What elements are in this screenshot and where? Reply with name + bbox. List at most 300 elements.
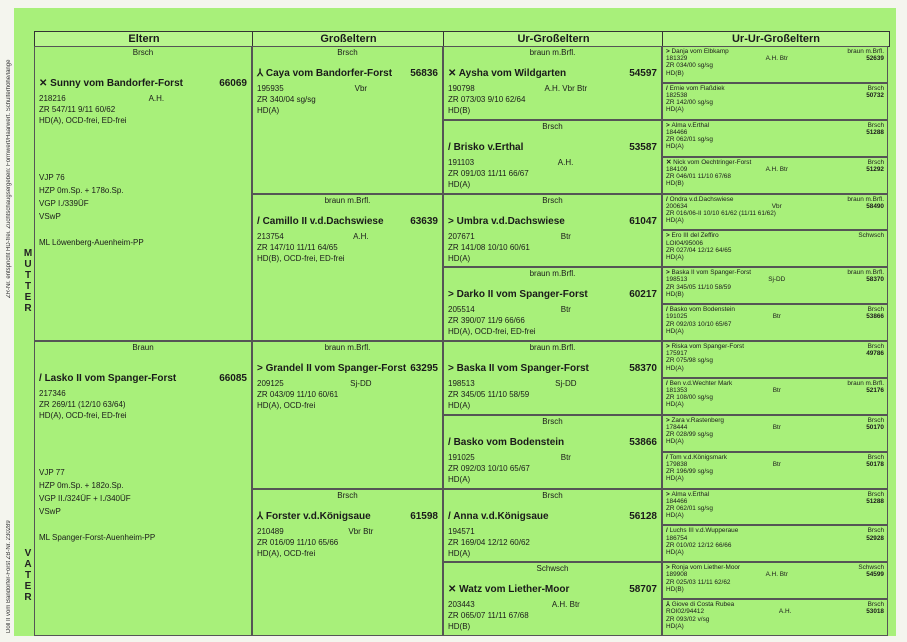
- ancestor-zr: ZR 027/04 12/12 64/65: [666, 246, 732, 254]
- ancestor-id-row: [666, 424, 884, 431]
- ancestor-cell: [662, 304, 888, 341]
- dog-cell: [252, 194, 443, 342]
- ancestor-reg: 52928: [866, 534, 884, 542]
- ancestor-color: Brsch: [867, 158, 884, 166]
- ancestor-name: Alma v.Erthal: [671, 121, 710, 129]
- ancestor-zr: ZR 075/98 sg/sg: [666, 357, 713, 365]
- ancestor-name: Basko vom Bodenstein: [669, 306, 735, 314]
- dog-health: HD(A): [448, 401, 471, 410]
- dog-cell: [443, 415, 662, 489]
- ancestor-id: 178444: [666, 423, 688, 431]
- ancestor-health: HD(A): [666, 143, 684, 151]
- ancestor-color: Brsch: [867, 121, 884, 129]
- ancestor-health: HD(B): [666, 180, 684, 188]
- dog-title: VGP II./324ÜF + I./340ÜF: [39, 494, 131, 503]
- dog-color: Brsch: [542, 490, 563, 500]
- dog-zr: ZR 147/10 11/11 64/65: [257, 242, 338, 252]
- ancestor-name-wrap: > Danja vom Elbkamp: [666, 48, 729, 55]
- ancestor-id-row: [666, 498, 884, 505]
- ancestor-health: HD(A): [666, 106, 684, 114]
- ancestor-id-row: [666, 350, 884, 357]
- ancestor-id: 200634: [666, 202, 688, 210]
- ancestor-name-wrap: > Ronja vom Liether-Moor: [666, 564, 741, 572]
- ancestor-name-wrap: / Ernie vom Flaßdiek: [666, 84, 725, 92]
- ancestor-color: braun m.Brfl.: [847, 379, 884, 387]
- dog-health: HD(A): [257, 106, 280, 115]
- ancestor-zr: ZR 108/00 sg/sg: [666, 394, 713, 402]
- dog-name: Watz vom Liether-Moor: [459, 584, 570, 596]
- dog-name: Aysha vom Wildgarten: [458, 68, 567, 79]
- dog-health: HD(A), OCD-frei, ED-frei: [39, 116, 127, 125]
- ancestor-id-row: [666, 92, 884, 99]
- ancestor-cell: [662, 157, 888, 194]
- ancestor-header: [666, 417, 884, 424]
- ancestor-zr: ZR 034/00 sg/sg: [666, 62, 713, 70]
- ancestor-reg: 50732: [866, 92, 884, 100]
- dog-health: HD(A): [448, 548, 471, 558]
- dog-cell: [443, 120, 662, 194]
- name-wrap: / Camillo II v.d.Dachswiese: [257, 215, 384, 227]
- dog-id-row: [257, 83, 438, 94]
- dog-title: ML Löwenberg-Auenheim-PP: [39, 238, 144, 247]
- name-wrap: ✕ Aysha vom Wildgarten: [448, 68, 567, 79]
- ancestor-id-row: [666, 313, 884, 320]
- ancestor-color: Brsch: [867, 527, 884, 535]
- dog-sub: A.H. Btr: [551, 600, 580, 610]
- dog-color: Brsch: [337, 48, 358, 57]
- ancestor-health: HD(A): [666, 622, 684, 630]
- ancestor-color: braun m.Brfl.: [847, 48, 884, 55]
- name-wrap: / Lasko II vom Spanger-Forst: [39, 373, 177, 384]
- dog-color: Brsch: [542, 195, 563, 205]
- ancestor-header: [666, 343, 884, 350]
- dog-id: 191025: [448, 452, 475, 462]
- dog-id: 218216: [39, 94, 66, 103]
- dog-name: Lasko II vom Spanger-Forst: [44, 373, 177, 384]
- ancestor-id-row: [666, 129, 884, 136]
- ancestor-header: [666, 306, 884, 313]
- ancestor-header: [666, 196, 884, 203]
- ancestor-reg: 50178: [866, 460, 884, 468]
- ancestor-health: HD(A): [666, 438, 684, 446]
- ancestor-header: [666, 232, 884, 239]
- ancestor-cell: [662, 46, 888, 83]
- dog-id: 217346: [39, 389, 66, 398]
- dog-zr: ZR 390/07 11/9 66/66: [448, 316, 525, 326]
- dog-id: 203443: [448, 600, 475, 610]
- header-grosseltern: Großeltern: [252, 31, 445, 47]
- ancestor-id: 175917: [666, 350, 688, 358]
- name-wrap: ✕ Sunny vom Bandorfer-Forst: [39, 78, 183, 89]
- dog-id-row: [448, 526, 657, 537]
- dog-sub: Vbr Btr: [348, 526, 374, 536]
- ancestor-health: HD(A): [666, 364, 684, 372]
- dog-name: Darko II vom Spanger-Forst: [456, 289, 588, 301]
- ancestor-id: 186754: [666, 534, 688, 542]
- ancestor-cell: [662, 194, 888, 231]
- name-wrap: > Umbra v.d.Dachswiese: [448, 215, 565, 227]
- ancestor-cell: [662, 562, 888, 599]
- dog-zr: ZR 141/08 10/10 60/61: [448, 242, 530, 252]
- ancestor-health: HD(B): [666, 585, 684, 593]
- ancestor-name: Giove di Costa Rubea: [671, 601, 735, 609]
- dog-reg: 60217: [629, 289, 657, 301]
- dog-sub: Btr: [560, 452, 571, 462]
- dog-name-row: [257, 68, 438, 79]
- dog-cell: [252, 489, 443, 637]
- ancestor-cell: [662, 267, 888, 304]
- ancestor-id-row: [666, 203, 884, 210]
- ancestor-id-row: [666, 55, 884, 62]
- ancestor-health: HD(A): [666, 548, 684, 556]
- dog-zr: ZR 269/11 (12/10 63/64): [39, 400, 126, 409]
- vater-letter: A: [24, 559, 32, 570]
- dog-name-row: [257, 216, 438, 227]
- ancestor-cell: [662, 599, 888, 636]
- ancestor-header: [666, 491, 884, 498]
- dog-name-row: [448, 437, 657, 448]
- dog-id-row: [448, 599, 657, 610]
- name-wrap: > Baska II vom Spanger-Forst: [448, 363, 589, 374]
- vater-letter: E: [24, 581, 32, 592]
- dog-id: 191103: [448, 157, 475, 167]
- dog-color: braun m.Brfl.: [529, 269, 576, 279]
- dog-id: 198513: [448, 379, 475, 388]
- ancestor-name: Luchs III v.d.Wupperaue: [669, 527, 739, 535]
- dog-zr: ZR 065/07 11/11 67/68: [448, 611, 529, 621]
- dog-health: HD(A): [448, 474, 471, 484]
- dog-sub: A.H.: [148, 94, 165, 103]
- name-wrap: > Grandel II vom Spanger-Forst: [257, 363, 407, 374]
- dog-zr: ZR 092/03 10/10 65/67: [448, 463, 530, 473]
- dog-reg: 63295: [410, 363, 438, 374]
- dog-id: 213754: [257, 231, 284, 241]
- dog-zr: ZR 169/04 12/12 60/62: [448, 537, 530, 547]
- ancestor-id: 191025: [666, 313, 688, 321]
- ancestor-name-wrap: > Riska vom Spanger-Forst: [666, 343, 744, 350]
- dog-id: 210489: [257, 526, 284, 536]
- ancestor-health: HD(B): [666, 69, 684, 77]
- dog-title: VJP 77: [39, 468, 65, 477]
- dog-sub: Btr: [560, 231, 571, 241]
- dog-color: Brsch: [132, 48, 154, 57]
- ancestor-health: HD(A): [666, 217, 684, 225]
- ancestor-color: Schwsch: [858, 232, 884, 240]
- ancestor-zr: ZR 092/03 10/10 65/67: [666, 320, 732, 328]
- dog-zr: ZR 043/09 11/10 60/61: [257, 390, 339, 399]
- ancestor-id: 184466: [666, 497, 688, 505]
- ancestor-name: Ben v.d.Wechter Mark: [669, 379, 733, 387]
- ancestor-zr: ZR 196/99 sg/sg: [666, 468, 713, 476]
- dog-name: Grandel II vom Spanger-Forst: [265, 363, 407, 374]
- dog-sub: A.H. Vbr Btr: [544, 84, 588, 93]
- dog-health: HD(A), OCD-frei: [257, 401, 316, 410]
- dog-reg: 53866: [629, 436, 657, 448]
- ancestor-sub: A.H. Btr: [765, 571, 788, 579]
- mutter-letter: E: [24, 292, 32, 303]
- ancestor-color: Brsch: [867, 490, 884, 498]
- dog-zr: ZR 547/11 9/11 60/62: [39, 105, 116, 114]
- ancestor-header: [666, 48, 884, 55]
- dog-health: HD(A), OCD-frei, ED-frei: [39, 411, 127, 420]
- ancestor-header: [666, 380, 884, 387]
- dog-id-row: [448, 83, 657, 94]
- ancestor-name-wrap: > Alma v.Erthal: [666, 121, 710, 129]
- ancestor-id-row: [666, 240, 884, 247]
- dog-color: Brsch: [542, 121, 563, 131]
- name-wrap: / Basko vom Bodenstein: [448, 436, 565, 448]
- header-ur-ur-grosseltern: Ur-Ur-Großeltern: [662, 31, 890, 47]
- ancestor-color: Brsch: [867, 453, 884, 461]
- ancestor-sub: Sj-DD: [768, 276, 786, 284]
- ancestor-cell: [662, 415, 888, 452]
- ancestor-name: Ernie vom Flaßdiek: [669, 84, 725, 92]
- dog-cell: [443, 267, 662, 341]
- dog-name-row: [448, 142, 657, 153]
- ancestor-zr: ZR 062/01 sg/sg: [666, 504, 713, 512]
- dog-title: VSwP: [39, 212, 61, 221]
- ancestor-cell: [662, 230, 888, 267]
- dog-health: HD(B): [448, 106, 471, 115]
- dog-id: 190798: [448, 84, 475, 93]
- dog-cell: [443, 489, 662, 563]
- dog-health: HD(A): [448, 179, 471, 189]
- ancestor-id: 184109: [666, 165, 688, 173]
- mutter-letter: R: [24, 303, 32, 314]
- name-wrap: / Brisko v.Erthal: [448, 141, 524, 153]
- dog-name-row: [39, 373, 247, 384]
- side-note-bottom: Doll II vom Bandorfer-Forst ZB-Nr. 230289: [6, 520, 12, 633]
- ancestor-reg: 52176: [866, 387, 884, 395]
- dog-color: Schwsch: [536, 564, 569, 574]
- ancestor-sub: A.H. Btr: [765, 165, 788, 173]
- ancestor-reg: 58370: [866, 276, 884, 284]
- ancestor-id-row: [666, 461, 884, 468]
- dog-title: VSwP: [39, 507, 61, 516]
- ancestor-id-row: [666, 535, 884, 542]
- dog-name: Forster v.d.Königsaue: [265, 510, 371, 522]
- ancestor-header: [666, 122, 884, 129]
- dog-name-row: [448, 289, 657, 300]
- dog-reg: 58370: [629, 363, 657, 374]
- ancestor-id-row: [666, 387, 884, 394]
- ancestor-name-wrap: > Ero III del Zeffiro: [666, 232, 719, 240]
- ancestor-header: [666, 527, 884, 534]
- dog-sub: A.H.: [353, 231, 369, 241]
- ancestor-health: HD(B): [666, 290, 684, 298]
- dog-id-row: [448, 452, 657, 463]
- ancestor-name: Baska II vom Spanger-Forst: [671, 269, 752, 277]
- dog-name-row: [39, 78, 247, 89]
- ancestor-header: [666, 269, 884, 276]
- dog-reg: 61598: [410, 510, 438, 522]
- ancestor-id: 181353: [666, 387, 688, 395]
- ancestor-sub: A.H. Btr: [765, 55, 788, 63]
- dog-reg: 54597: [629, 68, 657, 79]
- ancestor-reg: 51292: [866, 165, 884, 173]
- dog-title: [39, 224, 247, 237]
- ancestor-name-wrap: / Ben v.d.Wechter Mark: [666, 379, 733, 387]
- ancestor-name-wrap: > Alma v.Erthal: [666, 490, 710, 498]
- ancestor-name-wrap: > Baska II vom Spanger-Forst: [666, 269, 752, 277]
- dog-reg: 66085: [219, 373, 247, 384]
- ancestor-color: Brsch: [867, 601, 884, 609]
- ancestor-zr: ZR 062/01 sg/sg: [666, 136, 713, 144]
- dog-id-row: [257, 378, 438, 389]
- mutter-letter: T: [24, 270, 32, 281]
- ancestor-zr: ZR 016/06-II 10/10 61/62 (11/11 61/62): [666, 209, 776, 217]
- dog-title: ML Spanger-Forst-Auenheim-PP: [39, 533, 156, 542]
- name-wrap: / Anna v.d.Königsaue: [448, 510, 549, 522]
- dog-health: HD(A): [448, 253, 471, 263]
- ancestor-name-wrap: > Zara v.Rastenberg: [666, 416, 724, 424]
- ancestor-cell: [662, 378, 888, 415]
- ancestor-id: LOI04/95006: [666, 239, 703, 247]
- ancestor-health: HD(A): [666, 401, 684, 409]
- dog-name-row: [257, 511, 438, 522]
- ancestor-reg: 49786: [866, 350, 884, 358]
- dog-name: Camillo II v.d.Dachswiese: [262, 215, 384, 227]
- ancestor-reg: 50170: [866, 423, 884, 431]
- ancestor-zr: ZR 025/03 11/11 62/62: [666, 578, 731, 586]
- dog-sub: Vbr: [354, 84, 368, 93]
- ancestor-name: Alma v.Erthal: [671, 490, 710, 498]
- ancestor-reg: 53018: [866, 608, 884, 616]
- ancestor-id: 189908: [666, 571, 688, 579]
- dog-name: Caya vom Bandorfer-Forst: [265, 68, 393, 79]
- dog-title: VJP 76: [39, 173, 65, 182]
- dog-reg: 56836: [410, 68, 438, 79]
- ancestor-reg: 51288: [866, 128, 884, 136]
- dog-name: Anna v.d.Königsaue: [453, 510, 549, 522]
- dog-reg: 61047: [629, 215, 657, 227]
- ancestor-sub: Btr: [772, 460, 781, 468]
- ancestor-color: Brsch: [867, 343, 884, 350]
- pedigree-sheet: [6, 8, 896, 636]
- vater-letter: V: [24, 548, 32, 559]
- dog-id-row: [448, 378, 657, 389]
- dog-sub: Sj-DD: [350, 379, 372, 388]
- ancestor-name: Ondra v.d.Dachswiese: [669, 195, 734, 203]
- ancestor-name-wrap: ✕ Nick vom Oechtringer-Forst: [666, 158, 752, 166]
- ancestor-health: HD(A): [666, 475, 684, 483]
- ancestor-health: HD(A): [666, 253, 684, 261]
- ancestor-header: [666, 159, 884, 166]
- ancestor-id-row: [666, 608, 884, 615]
- ancestor-cell: [662, 489, 888, 526]
- name-wrap: > Darko II vom Spanger-Forst: [448, 289, 588, 301]
- ancestor-zr: ZR 028/99 sg/sg: [666, 431, 713, 439]
- dog-reg: 53587: [629, 141, 657, 153]
- ancestor-sub: Btr: [772, 313, 781, 321]
- dog-color: braun m.Brfl.: [324, 343, 371, 352]
- ancestor-id-row: [666, 571, 884, 578]
- dog-name-row: [448, 511, 657, 522]
- ancestor-header: [666, 454, 884, 461]
- dog-color: braun m.Brfl.: [324, 195, 371, 205]
- vater-label: [22, 548, 34, 603]
- dog-cell: [34, 341, 252, 636]
- mutter-label: [22, 248, 34, 314]
- ancestor-reg: 53866: [866, 313, 884, 321]
- dog-reg: 58707: [629, 584, 657, 596]
- dog-name-row: [448, 363, 657, 374]
- ancestor-zr: ZR 093/02 v/sg: [666, 615, 710, 623]
- ancestor-name: Riska vom Spanger-Forst: [671, 343, 744, 350]
- dog-id: 207671: [448, 231, 475, 241]
- dog-cell: [443, 194, 662, 268]
- ancestor-sub: Vbr: [771, 202, 782, 210]
- mutter-letter: M: [23, 248, 33, 259]
- dog-zr: ZR 016/09 11/10 65/66: [257, 537, 339, 547]
- ancestor-reg: 52639: [866, 55, 884, 63]
- dog-id-row: [257, 526, 438, 537]
- dog-health: HD(B), OCD-frei, ED-frei: [257, 253, 345, 263]
- dog-cell: [34, 46, 252, 341]
- ancestor-sub: A.H.: [778, 608, 792, 616]
- dog-zr: ZR 073/03 9/10 62/64: [448, 95, 526, 104]
- dog-name: Brisko v.Erthal: [453, 141, 524, 153]
- dog-color: Braun: [132, 343, 154, 352]
- ancestor-cell: [662, 452, 888, 489]
- ancestor-id: 184466: [666, 128, 688, 136]
- vater-letter: R: [24, 592, 32, 603]
- dog-id-row: [257, 231, 438, 242]
- ancestor-reg: 54599: [866, 571, 884, 579]
- ancestor-color: Brsch: [867, 306, 884, 314]
- ancestor-id: 181329: [666, 55, 688, 63]
- ancestor-color: braun m.Brfl.: [847, 269, 884, 277]
- ancestor-reg: 51288: [866, 497, 884, 505]
- dog-sub: A.H.: [557, 157, 574, 167]
- mutter-letter: U: [24, 259, 32, 270]
- name-wrap: ⅄ Caya vom Bandorfer-Forst: [257, 68, 393, 79]
- ancestor-cell: [662, 341, 888, 378]
- dog-zr: ZR 345/05 11/10 58/59: [448, 390, 530, 399]
- vater-letter: T: [24, 570, 32, 581]
- dog-reg: 66069: [219, 78, 247, 89]
- ancestor-header: [666, 564, 884, 571]
- dog-reg: 63639: [410, 215, 438, 227]
- ancestor-name-wrap: ⅄ Giove di Costa Rubea: [666, 601, 735, 609]
- mutter-letter: T: [24, 281, 32, 292]
- ancestor-color: Brsch: [867, 416, 884, 424]
- ancestor-zr: ZR 345/05 11/10 58/59: [666, 283, 731, 291]
- dog-id-row: [39, 388, 247, 399]
- dog-cell: [252, 46, 443, 194]
- ancestor-id: 179838: [666, 460, 688, 468]
- ancestor-zr: ZR 142/00 sg/sg: [666, 99, 713, 107]
- dog-name-row: [257, 363, 438, 374]
- name-wrap: ✕ Watz vom Liether-Moor: [448, 584, 570, 596]
- ancestor-id-row: [666, 166, 884, 173]
- dog-reg: 56128: [629, 510, 657, 522]
- dog-cell: [252, 341, 443, 489]
- dog-title: HZP 0m.Sp. + 178o.Sp.: [39, 186, 124, 195]
- ancestor-cell: [662, 83, 888, 120]
- ancestor-zr: ZR 046/01 11/10 67/68: [666, 173, 731, 181]
- dog-health: HD(A), OCD-frei, ED-frei: [448, 327, 536, 337]
- ancestor-color: braun m.Brfl.: [847, 195, 884, 203]
- ancestor-name: Tom v.d.Königsmark: [669, 453, 727, 461]
- ancestor-sub: Btr: [772, 423, 781, 431]
- dog-sub: Btr: [560, 305, 571, 315]
- dog-name-row: [448, 584, 657, 595]
- ancestor-sub: Btr: [772, 387, 781, 395]
- dog-cell: [443, 341, 662, 415]
- dog-name: Sunny vom Bandorfer-Forst: [50, 78, 183, 89]
- ancestor-name: Danja vom Elbkamp: [671, 48, 729, 55]
